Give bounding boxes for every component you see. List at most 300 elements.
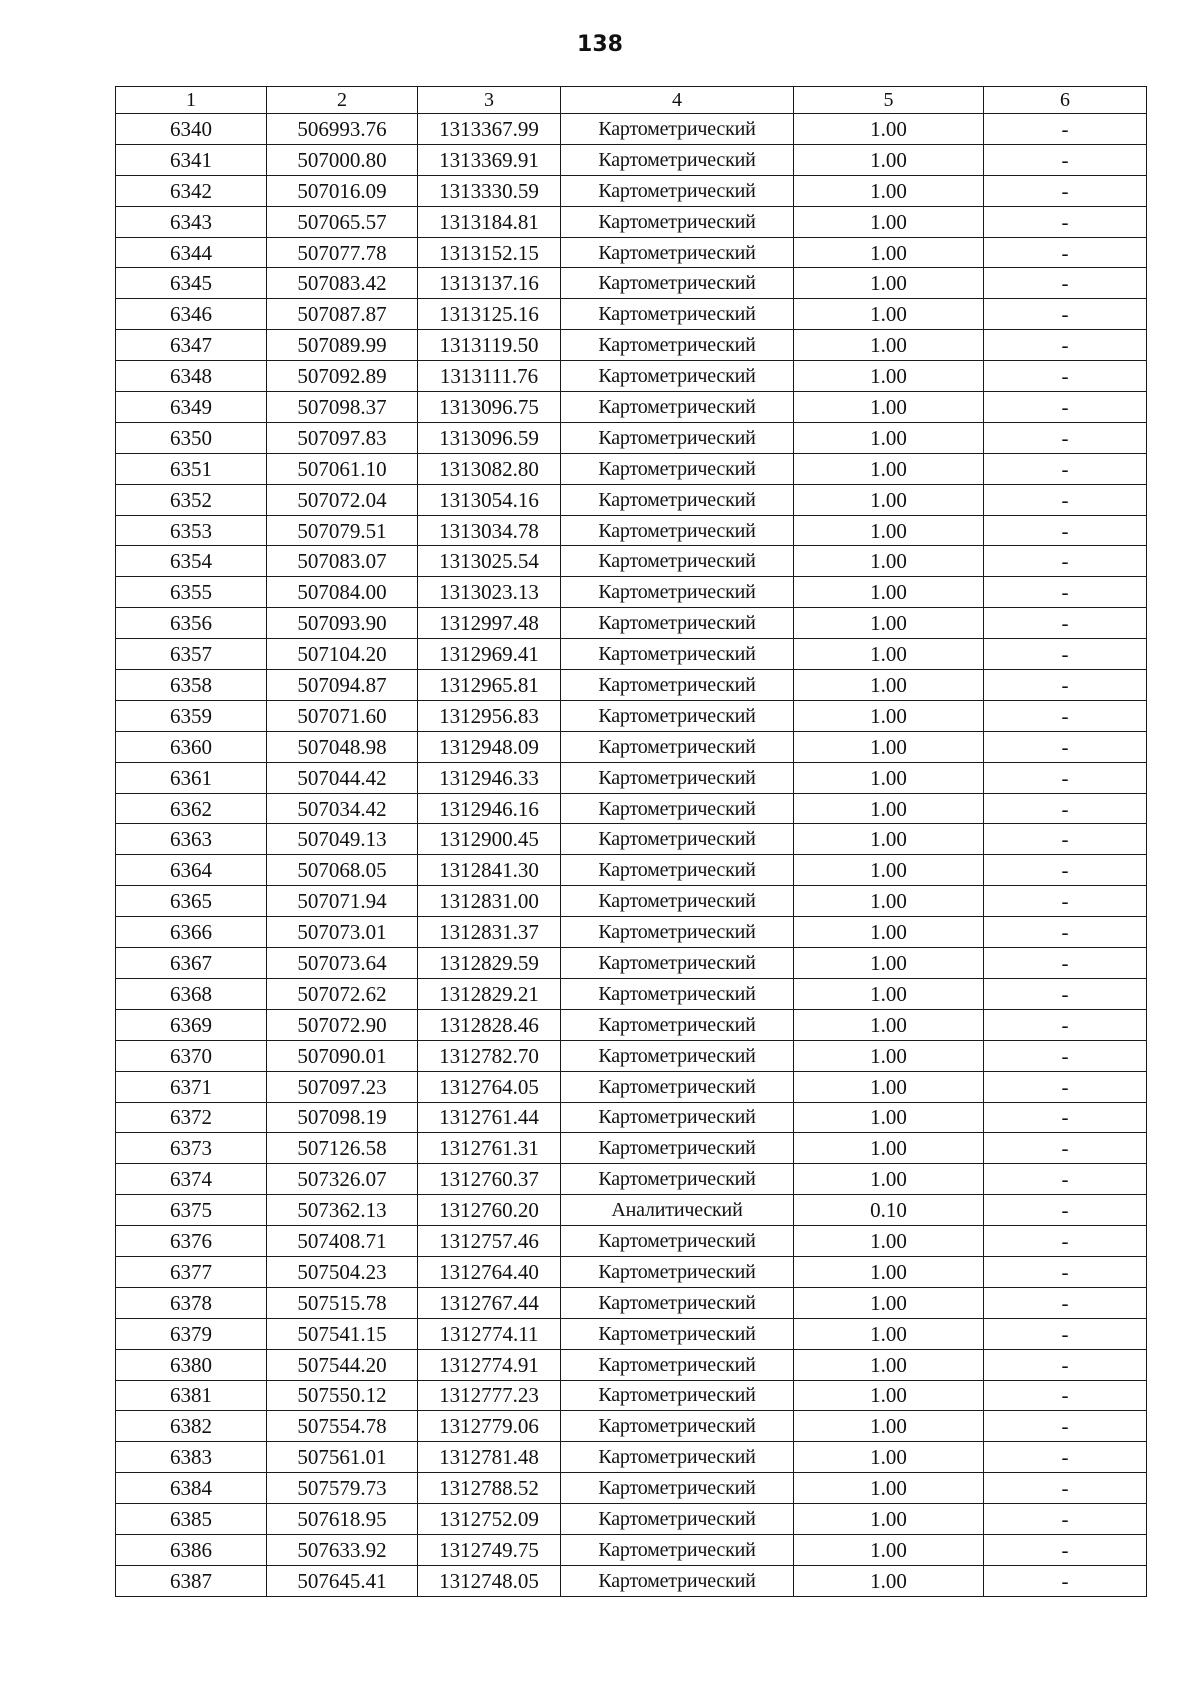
x-coordinate-cell: 507104.20 <box>267 639 418 670</box>
table-row <box>116 268 1147 299</box>
accuracy-cell: 1.00 <box>794 144 984 175</box>
y-coordinate-cell: 1312774.11 <box>418 1318 561 1349</box>
table-row <box>116 608 1147 639</box>
point-number-cell: 6387 <box>116 1565 267 1596</box>
y-coordinate-cell: 1312956.83 <box>418 700 561 731</box>
table-row <box>116 1164 1147 1195</box>
method-cell: Картометрический <box>561 1534 794 1565</box>
y-coordinate-cell: 1312764.05 <box>418 1071 561 1102</box>
y-coordinate-cell: 1312997.48 <box>418 608 561 639</box>
method-cell: Картометрический <box>561 731 794 762</box>
x-coordinate-cell: 507034.42 <box>267 793 418 824</box>
point-number-cell: 6346 <box>116 299 267 330</box>
accuracy-cell: 1.00 <box>794 793 984 824</box>
table-row <box>116 1504 1147 1535</box>
method-cell: Картометрический <box>561 1565 794 1596</box>
point-number-cell: 6354 <box>116 546 267 577</box>
x-coordinate-cell: 507089.99 <box>267 330 418 361</box>
table-row <box>116 1287 1147 1318</box>
method-cell: Картометрический <box>561 577 794 608</box>
header-cell-6: 6 <box>984 87 1147 114</box>
point-number-cell: 6349 <box>116 392 267 423</box>
accuracy-cell: 1.00 <box>794 1504 984 1535</box>
header-cell-2: 2 <box>267 87 418 114</box>
x-coordinate-cell: 507079.51 <box>267 515 418 546</box>
note-cell: - <box>984 422 1147 453</box>
table-row <box>116 237 1147 268</box>
point-number-cell: 6380 <box>116 1349 267 1380</box>
point-number-cell: 6366 <box>116 917 267 948</box>
accuracy-cell: 1.00 <box>794 114 984 145</box>
x-coordinate-cell: 507073.64 <box>267 948 418 979</box>
table-row <box>116 1318 1147 1349</box>
x-coordinate-cell: 507044.42 <box>267 762 418 793</box>
table-row <box>116 330 1147 361</box>
point-number-cell: 6386 <box>116 1534 267 1565</box>
point-number-cell: 6357 <box>116 639 267 670</box>
x-coordinate-cell: 507000.80 <box>267 144 418 175</box>
x-coordinate-cell: 507071.60 <box>267 700 418 731</box>
method-cell: Картометрический <box>561 1473 794 1504</box>
x-coordinate-cell: 507073.01 <box>267 917 418 948</box>
point-number-cell: 6370 <box>116 1040 267 1071</box>
note-cell: - <box>984 1565 1147 1596</box>
accuracy-cell: 1.00 <box>794 1565 984 1596</box>
point-number-cell: 6343 <box>116 206 267 237</box>
y-coordinate-cell: 1312946.33 <box>418 762 561 793</box>
method-cell: Картометрический <box>561 886 794 917</box>
header-cell-1: 1 <box>116 87 267 114</box>
note-cell: - <box>984 639 1147 670</box>
point-number-cell: 6367 <box>116 948 267 979</box>
accuracy-cell: 1.00 <box>794 515 984 546</box>
point-number-cell: 6361 <box>116 762 267 793</box>
point-number-cell: 6355 <box>116 577 267 608</box>
table-body <box>116 114 1147 1597</box>
x-coordinate-cell: 507083.42 <box>267 268 418 299</box>
note-cell: - <box>984 1071 1147 1102</box>
y-coordinate-cell: 1313367.99 <box>418 114 561 145</box>
accuracy-cell: 1.00 <box>794 1009 984 1040</box>
y-coordinate-cell: 1312774.91 <box>418 1349 561 1380</box>
table-row <box>116 175 1147 206</box>
point-number-cell: 6364 <box>116 855 267 886</box>
method-cell: Картометрический <box>561 1349 794 1380</box>
point-number-cell: 6376 <box>116 1226 267 1257</box>
note-cell: - <box>984 700 1147 731</box>
y-coordinate-cell: 1313330.59 <box>418 175 561 206</box>
table-row <box>116 1226 1147 1257</box>
x-coordinate-cell: 507048.98 <box>267 731 418 762</box>
method-cell: Картометрический <box>561 546 794 577</box>
note-cell: - <box>984 361 1147 392</box>
method-cell: Картометрический <box>561 422 794 453</box>
x-coordinate-cell: 507077.78 <box>267 237 418 268</box>
point-number-cell: 6373 <box>116 1133 267 1164</box>
y-coordinate-cell: 1312767.44 <box>418 1287 561 1318</box>
point-number-cell: 6347 <box>116 330 267 361</box>
x-coordinate-cell: 507561.01 <box>267 1442 418 1473</box>
x-coordinate-cell: 507554.78 <box>267 1411 418 1442</box>
note-cell: - <box>984 1504 1147 1535</box>
method-cell: Картометрический <box>561 114 794 145</box>
table-row <box>116 948 1147 979</box>
method-cell: Картометрический <box>561 206 794 237</box>
y-coordinate-cell: 1313096.59 <box>418 422 561 453</box>
y-coordinate-cell: 1312779.06 <box>418 1411 561 1442</box>
point-number-cell: 6371 <box>116 1071 267 1102</box>
x-coordinate-cell: 506993.76 <box>267 114 418 145</box>
x-coordinate-cell: 507072.62 <box>267 978 418 1009</box>
accuracy-cell: 1.00 <box>794 917 984 948</box>
method-cell: Картометрический <box>561 917 794 948</box>
point-number-cell: 6344 <box>116 237 267 268</box>
table-row <box>116 639 1147 670</box>
x-coordinate-cell: 507068.05 <box>267 855 418 886</box>
note-cell: - <box>984 114 1147 145</box>
point-number-cell: 6360 <box>116 731 267 762</box>
accuracy-cell: 1.00 <box>794 824 984 855</box>
x-coordinate-cell: 507090.01 <box>267 1040 418 1071</box>
y-coordinate-cell: 1312900.45 <box>418 824 561 855</box>
accuracy-cell: 1.00 <box>794 1256 984 1287</box>
accuracy-cell: 1.00 <box>794 299 984 330</box>
table-row <box>116 1102 1147 1133</box>
method-cell: Картометрический <box>561 1164 794 1195</box>
table-header <box>116 87 1147 114</box>
accuracy-cell: 1.00 <box>794 700 984 731</box>
note-cell: - <box>984 237 1147 268</box>
x-coordinate-cell: 507071.94 <box>267 886 418 917</box>
point-number-cell: 6379 <box>116 1318 267 1349</box>
point-number-cell: 6348 <box>116 361 267 392</box>
method-cell: Картометрический <box>561 608 794 639</box>
point-number-cell: 6356 <box>116 608 267 639</box>
table-row <box>116 1040 1147 1071</box>
table-row <box>116 1133 1147 1164</box>
point-number-cell: 6341 <box>116 144 267 175</box>
y-coordinate-cell: 1313023.13 <box>418 577 561 608</box>
point-number-cell: 6381 <box>116 1380 267 1411</box>
x-coordinate-cell: 507550.12 <box>267 1380 418 1411</box>
accuracy-cell: 1.00 <box>794 1071 984 1102</box>
method-cell: Картометрический <box>561 1411 794 1442</box>
point-number-cell: 6372 <box>116 1102 267 1133</box>
method-cell: Картометрический <box>561 762 794 793</box>
y-coordinate-cell: 1312760.20 <box>418 1195 561 1226</box>
note-cell: - <box>984 268 1147 299</box>
accuracy-cell: 1.00 <box>794 731 984 762</box>
note-cell: - <box>984 175 1147 206</box>
note-cell: - <box>984 453 1147 484</box>
table-row <box>116 392 1147 423</box>
x-coordinate-cell: 507092.89 <box>267 361 418 392</box>
table-row <box>116 299 1147 330</box>
accuracy-cell: 1.00 <box>794 237 984 268</box>
table-row <box>116 453 1147 484</box>
x-coordinate-cell: 507087.87 <box>267 299 418 330</box>
y-coordinate-cell: 1313125.16 <box>418 299 561 330</box>
table-row <box>116 917 1147 948</box>
accuracy-cell: 1.00 <box>794 484 984 515</box>
method-cell: Картометрический <box>561 1226 794 1257</box>
point-number-cell: 6365 <box>116 886 267 917</box>
point-number-cell: 6359 <box>116 700 267 731</box>
x-coordinate-cell: 507097.23 <box>267 1071 418 1102</box>
accuracy-cell: 1.00 <box>794 886 984 917</box>
note-cell: - <box>984 144 1147 175</box>
accuracy-cell: 1.00 <box>794 1287 984 1318</box>
point-number-cell: 6384 <box>116 1473 267 1504</box>
y-coordinate-cell: 1312946.16 <box>418 793 561 824</box>
method-cell: Аналитический <box>561 1195 794 1226</box>
note-cell: - <box>984 1318 1147 1349</box>
method-cell: Картометрический <box>561 1040 794 1071</box>
accuracy-cell: 1.00 <box>794 1380 984 1411</box>
accuracy-cell: 0.10 <box>794 1195 984 1226</box>
accuracy-cell: 1.00 <box>794 268 984 299</box>
note-cell: - <box>984 978 1147 1009</box>
table-row <box>116 144 1147 175</box>
note-cell: - <box>984 948 1147 979</box>
y-coordinate-cell: 1313034.78 <box>418 515 561 546</box>
method-cell: Картометрический <box>561 824 794 855</box>
method-cell: Картометрический <box>561 330 794 361</box>
point-number-cell: 6374 <box>116 1164 267 1195</box>
table-row <box>116 978 1147 1009</box>
point-number-cell: 6345 <box>116 268 267 299</box>
table-row <box>116 731 1147 762</box>
y-coordinate-cell: 1313054.16 <box>418 484 561 515</box>
note-cell: - <box>984 1133 1147 1164</box>
point-number-cell: 6375 <box>116 1195 267 1226</box>
accuracy-cell: 1.00 <box>794 361 984 392</box>
table-row <box>116 1565 1147 1596</box>
accuracy-cell: 1.00 <box>794 1133 984 1164</box>
method-cell: Картометрический <box>561 1380 794 1411</box>
note-cell: - <box>984 299 1147 330</box>
method-cell: Картометрический <box>561 1102 794 1133</box>
method-cell: Картометрический <box>561 144 794 175</box>
note-cell: - <box>984 392 1147 423</box>
x-coordinate-cell: 507098.37 <box>267 392 418 423</box>
table-row <box>116 484 1147 515</box>
y-coordinate-cell: 1312829.21 <box>418 978 561 1009</box>
table-row <box>116 546 1147 577</box>
method-cell: Картометрический <box>561 793 794 824</box>
table-row <box>116 1256 1147 1287</box>
accuracy-cell: 1.00 <box>794 855 984 886</box>
x-coordinate-cell: 507097.83 <box>267 422 418 453</box>
note-cell: - <box>984 515 1147 546</box>
accuracy-cell: 1.00 <box>794 1164 984 1195</box>
y-coordinate-cell: 1313082.80 <box>418 453 561 484</box>
accuracy-cell: 1.00 <box>794 1040 984 1071</box>
x-coordinate-cell: 507083.07 <box>267 546 418 577</box>
table-row <box>116 793 1147 824</box>
note-cell: - <box>984 1195 1147 1226</box>
table-row <box>116 1195 1147 1226</box>
point-number-cell: 6350 <box>116 422 267 453</box>
table-row <box>116 361 1147 392</box>
y-coordinate-cell: 1313369.91 <box>418 144 561 175</box>
note-cell: - <box>984 546 1147 577</box>
table-row <box>116 1411 1147 1442</box>
y-coordinate-cell: 1312831.00 <box>418 886 561 917</box>
method-cell: Картометрический <box>561 392 794 423</box>
y-coordinate-cell: 1312841.30 <box>418 855 561 886</box>
y-coordinate-cell: 1312782.70 <box>418 1040 561 1071</box>
note-cell: - <box>984 1226 1147 1257</box>
method-cell: Картометрический <box>561 484 794 515</box>
y-coordinate-cell: 1312761.31 <box>418 1133 561 1164</box>
note-cell: - <box>984 670 1147 701</box>
method-cell: Картометрический <box>561 1256 794 1287</box>
accuracy-cell: 1.00 <box>794 546 984 577</box>
accuracy-cell: 1.00 <box>794 577 984 608</box>
table-row <box>116 670 1147 701</box>
method-cell: Картометрический <box>561 1071 794 1102</box>
coordinates-table <box>115 86 1147 1597</box>
accuracy-cell: 1.00 <box>794 762 984 793</box>
y-coordinate-cell: 1312748.05 <box>418 1565 561 1596</box>
x-coordinate-cell: 507072.90 <box>267 1009 418 1040</box>
page-number: 138 <box>577 32 623 57</box>
y-coordinate-cell: 1312749.75 <box>418 1534 561 1565</box>
y-coordinate-cell: 1313111.76 <box>418 361 561 392</box>
note-cell: - <box>984 1411 1147 1442</box>
note-cell: - <box>984 824 1147 855</box>
method-cell: Картометрический <box>561 361 794 392</box>
note-cell: - <box>984 917 1147 948</box>
point-number-cell: 6340 <box>116 114 267 145</box>
y-coordinate-cell: 1312948.09 <box>418 731 561 762</box>
header-cell-5: 5 <box>794 87 984 114</box>
table-row <box>116 762 1147 793</box>
x-coordinate-cell: 507049.13 <box>267 824 418 855</box>
x-coordinate-cell: 507126.58 <box>267 1133 418 1164</box>
method-cell: Картометрический <box>561 1318 794 1349</box>
note-cell: - <box>984 330 1147 361</box>
x-coordinate-cell: 507541.15 <box>267 1318 418 1349</box>
point-number-cell: 6342 <box>116 175 267 206</box>
accuracy-cell: 1.00 <box>794 948 984 979</box>
point-number-cell: 6377 <box>116 1256 267 1287</box>
method-cell: Картометрический <box>561 175 794 206</box>
table-row <box>116 1071 1147 1102</box>
table-row <box>116 515 1147 546</box>
method-cell: Картометрический <box>561 978 794 1009</box>
point-number-cell: 6368 <box>116 978 267 1009</box>
point-number-cell: 6382 <box>116 1411 267 1442</box>
method-cell: Картометрический <box>561 670 794 701</box>
table-row <box>116 1534 1147 1565</box>
note-cell: - <box>984 1164 1147 1195</box>
y-coordinate-cell: 1312764.40 <box>418 1256 561 1287</box>
y-coordinate-cell: 1312777.23 <box>418 1380 561 1411</box>
y-coordinate-cell: 1312761.44 <box>418 1102 561 1133</box>
x-coordinate-cell: 507645.41 <box>267 1565 418 1596</box>
y-coordinate-cell: 1312781.48 <box>418 1442 561 1473</box>
note-cell: - <box>984 1380 1147 1411</box>
point-number-cell: 6352 <box>116 484 267 515</box>
note-cell: - <box>984 1040 1147 1071</box>
accuracy-cell: 1.00 <box>794 1411 984 1442</box>
y-coordinate-cell: 1312831.37 <box>418 917 561 948</box>
note-cell: - <box>984 608 1147 639</box>
point-number-cell: 6378 <box>116 1287 267 1318</box>
method-cell: Картометрический <box>561 299 794 330</box>
method-cell: Картометрический <box>561 515 794 546</box>
point-number-cell: 6353 <box>116 515 267 546</box>
point-number-cell: 6363 <box>116 824 267 855</box>
method-cell: Картометрический <box>561 1009 794 1040</box>
method-cell: Картометрический <box>561 1287 794 1318</box>
x-coordinate-cell: 507072.04 <box>267 484 418 515</box>
y-coordinate-cell: 1312752.09 <box>418 1504 561 1535</box>
accuracy-cell: 1.00 <box>794 422 984 453</box>
x-coordinate-cell: 507504.23 <box>267 1256 418 1287</box>
method-cell: Картометрический <box>561 453 794 484</box>
point-number-cell: 6383 <box>116 1442 267 1473</box>
accuracy-cell: 1.00 <box>794 1442 984 1473</box>
method-cell: Картометрический <box>561 1442 794 1473</box>
accuracy-cell: 1.00 <box>794 1349 984 1380</box>
x-coordinate-cell: 507326.07 <box>267 1164 418 1195</box>
y-coordinate-cell: 1313025.54 <box>418 546 561 577</box>
note-cell: - <box>984 793 1147 824</box>
header-row <box>116 87 1147 114</box>
note-cell: - <box>984 855 1147 886</box>
accuracy-cell: 1.00 <box>794 175 984 206</box>
point-number-cell: 6358 <box>116 670 267 701</box>
point-number-cell: 6362 <box>116 793 267 824</box>
method-cell: Картометрический <box>561 855 794 886</box>
accuracy-cell: 1.00 <box>794 639 984 670</box>
accuracy-cell: 1.00 <box>794 1226 984 1257</box>
method-cell: Картометрический <box>561 639 794 670</box>
point-number-cell: 6369 <box>116 1009 267 1040</box>
x-coordinate-cell: 507094.87 <box>267 670 418 701</box>
method-cell: Картометрический <box>561 237 794 268</box>
accuracy-cell: 1.00 <box>794 1318 984 1349</box>
note-cell: - <box>984 731 1147 762</box>
x-coordinate-cell: 507065.57 <box>267 206 418 237</box>
table-row <box>116 1349 1147 1380</box>
y-coordinate-cell: 1312828.46 <box>418 1009 561 1040</box>
accuracy-cell: 1.00 <box>794 206 984 237</box>
x-coordinate-cell: 507515.78 <box>267 1287 418 1318</box>
x-coordinate-cell: 507093.90 <box>267 608 418 639</box>
accuracy-cell: 1.00 <box>794 608 984 639</box>
table-row <box>116 1442 1147 1473</box>
table-row <box>116 206 1147 237</box>
table-row <box>116 1473 1147 1504</box>
accuracy-cell: 1.00 <box>794 330 984 361</box>
method-cell: Картометрический <box>561 1133 794 1164</box>
x-coordinate-cell: 507579.73 <box>267 1473 418 1504</box>
y-coordinate-cell: 1313096.75 <box>418 392 561 423</box>
x-coordinate-cell: 507016.09 <box>267 175 418 206</box>
method-cell: Картометрический <box>561 948 794 979</box>
y-coordinate-cell: 1312757.46 <box>418 1226 561 1257</box>
note-cell: - <box>984 1009 1147 1040</box>
x-coordinate-cell: 507618.95 <box>267 1504 418 1535</box>
note-cell: - <box>984 1473 1147 1504</box>
y-coordinate-cell: 1312829.59 <box>418 948 561 979</box>
note-cell: - <box>984 206 1147 237</box>
y-coordinate-cell: 1312965.81 <box>418 670 561 701</box>
